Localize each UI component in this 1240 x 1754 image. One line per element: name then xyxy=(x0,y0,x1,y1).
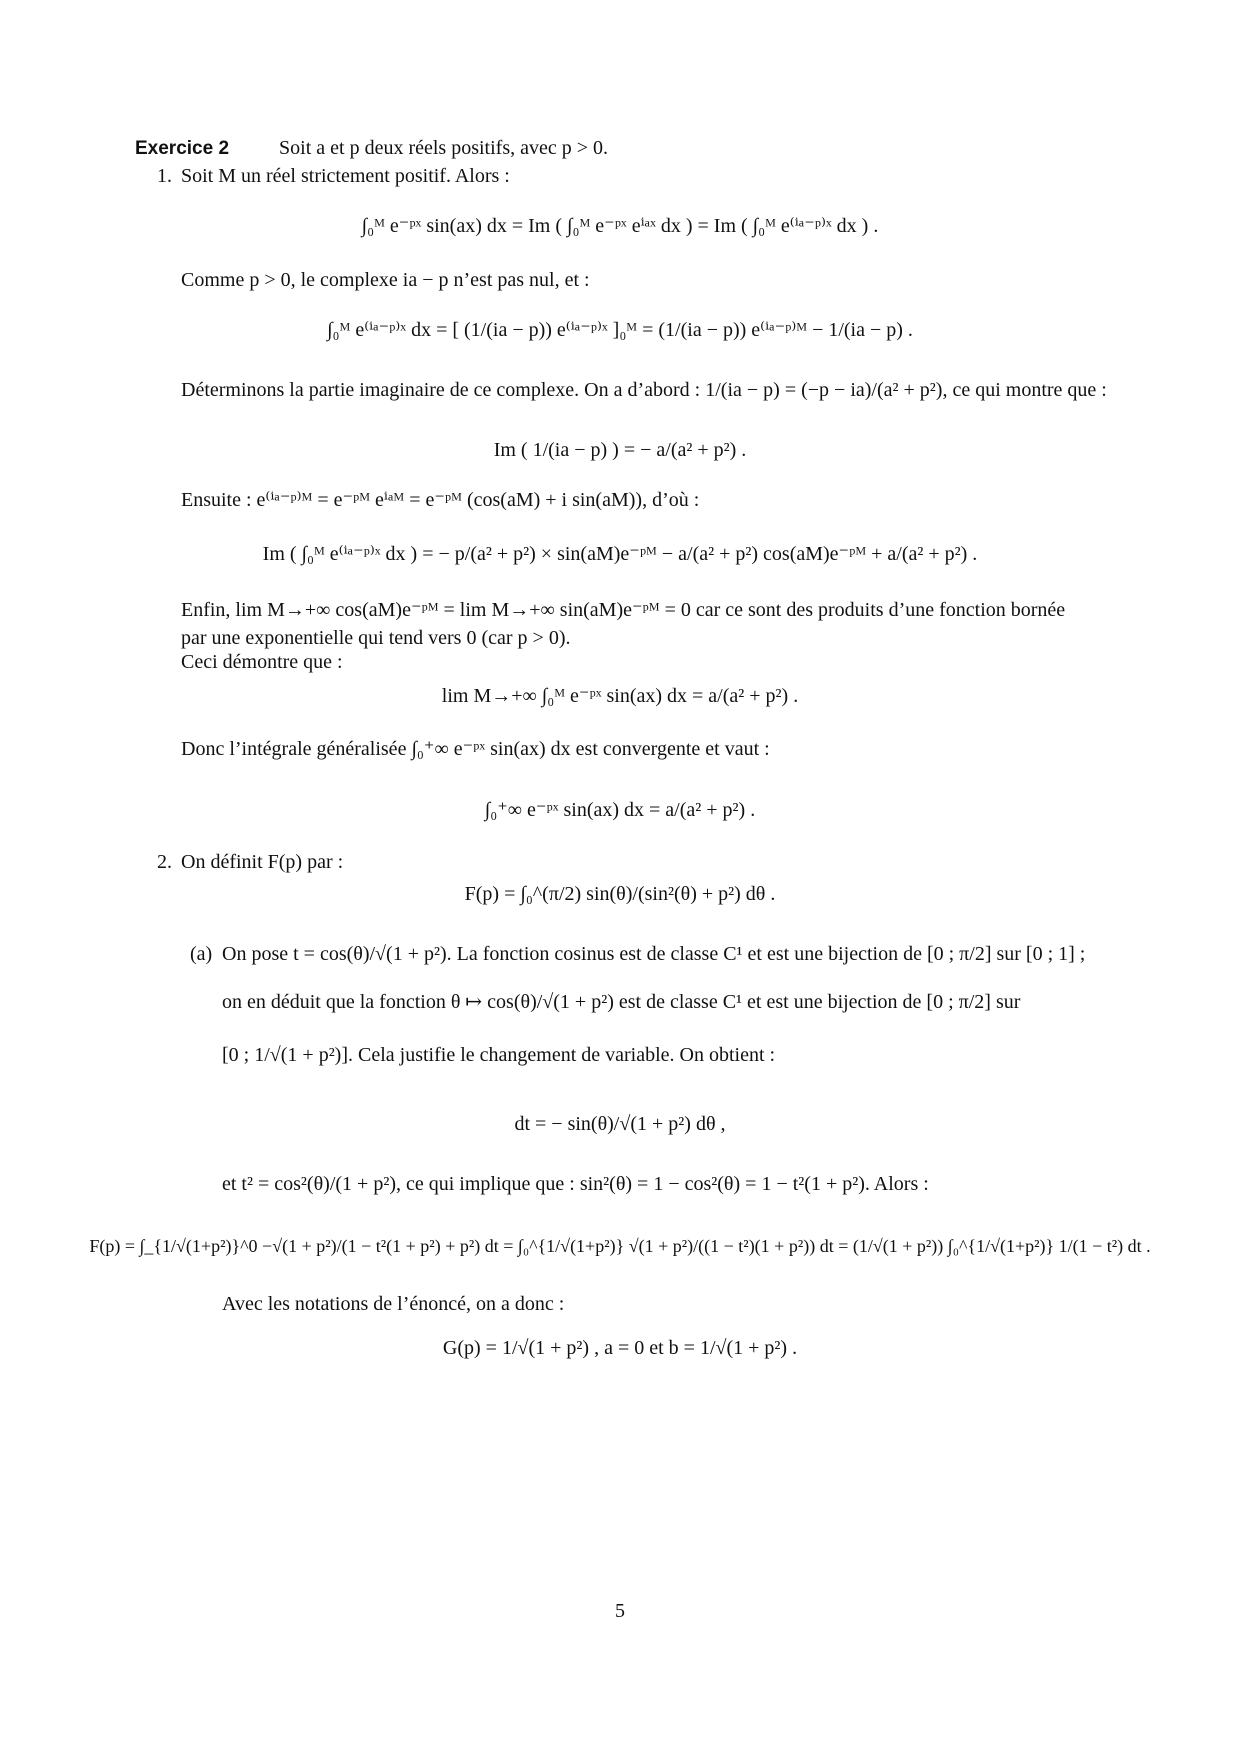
part1-label: 1. xyxy=(157,165,172,187)
part2a-line-3: [0 ; 1/√(1 + p²)]. Cela justifie le changement de variable. On obtient : xyxy=(222,1044,776,1066)
part2-equation-4: G(p) = 1/√(1 + p²) , a = 0 et b = 1/√(1 + p²) . xyxy=(442,1337,798,1359)
part1-line-2: Comme p > 0, le complexe ia − p n’est pas nul, et : xyxy=(181,269,590,291)
part1-line-3: Déterminons la partie imaginaire de ce complexe. On a d’abord : 1/(ia − p) = (−p − ia)/(a² + p²), ce qui montre que : xyxy=(181,379,1107,401)
part1-equation-4: Im ( ∫₀ᴹ e⁽ⁱᵃ⁻ᵖ⁾ˣ dx ) = − p/(a² + p²) × sin(aM)e⁻ᵖᴹ − a/(a² + p²) cos(aM)e⁻ᵖᴹ + a/(a² + p²) . xyxy=(262,543,978,565)
part1-line-1: Soit M un réel strictement positif. Alors : xyxy=(181,165,510,187)
part1-line-7: Ceci démontre que : xyxy=(181,651,343,673)
part2a-label: (a) xyxy=(190,943,213,965)
part2-label: 2. xyxy=(157,851,172,873)
part1-line-5: Enfin, lim M→+∞ cos(aM)e⁻ᵖᴹ = lim M→+∞ sin(aM)e⁻ᵖᴹ = 0 car ce sont des produits d’une fonction bornée xyxy=(181,599,1066,621)
part2-line-1: On définit F(p) par : xyxy=(181,851,344,873)
part2-equation-2: dt = − sin(θ)/√(1 + p²) dθ , xyxy=(514,1113,726,1135)
page-number: 5 xyxy=(615,1600,625,1622)
part2a-line-2: on en déduit que la fonction θ ↦ cos(θ)/√(1 + p²) est de classe C¹ et est une bijection de [0 ; π/2] sur xyxy=(222,991,1021,1013)
part2-equation-1: F(p) = ∫₀^(π/2) sin(θ)/(sin²(θ) + p²) dθ . xyxy=(464,883,776,905)
part1-equation-6: ∫₀⁺∞ e⁻ᵖˣ sin(ax) dx = a/(a² + p²) . xyxy=(484,799,756,821)
part2a-line-1: On pose t = cos(θ)/√(1 + p²). La fonction cosinus est de classe C¹ et est une bijection de [0 ; π/2] sur [0 ; 1] ; xyxy=(222,943,1086,965)
exercise-title: Exercice 2 xyxy=(135,138,230,159)
part1-equation-1: ∫₀ᴹ e⁻ᵖˣ sin(ax) dx = Im ( ∫₀ᴹ e⁻ᵖˣ eⁱᵃˣ dx ) = Im ( ∫₀ᴹ e⁽ⁱᵃ⁻ᵖ⁾ˣ dx ) . xyxy=(361,215,879,237)
part1-line-8: Donc l’intégrale généralisée ∫₀⁺∞ e⁻ᵖˣ sin(ax) dx est convergente et vaut : xyxy=(181,738,770,760)
part1-line-6: par une exponentielle qui tend vers 0 (car p > 0). xyxy=(181,627,571,649)
part1-equation-2: ∫₀ᴹ e⁽ⁱᵃ⁻ᵖ⁾ˣ dx = [ (1/(ia − p)) e⁽ⁱᵃ⁻ᵖ⁾ˣ ]₀ᴹ = (1/(ia − p)) e⁽ⁱᵃ⁻ᵖ⁾ᴹ − 1/(ia − p) . xyxy=(327,319,913,341)
part1-equation-5: lim M→+∞ ∫₀ᴹ e⁻ᵖˣ sin(ax) dx = a/(a² + p²) . xyxy=(441,685,799,707)
part2a-line-5: Avec les notations de l’énoncé, on a donc : xyxy=(222,1293,565,1315)
part2a-line-4: et t² = cos²(θ)/(1 + p²), ce qui implique que : sin²(θ) = 1 − cos²(θ) = 1 − t²(1 + p²). Alors : xyxy=(222,1173,929,1195)
part1-line-4: Ensuite : e⁽ⁱᵃ⁻ᵖ⁾ᴹ = e⁻ᵖᴹ eⁱᵃᴹ = e⁻ᵖᴹ (cos(aM) + i sin(aM)), d’où : xyxy=(181,489,700,511)
exercise-intro: Soit a et p deux réels positifs, avec p > 0. xyxy=(279,137,609,159)
exercise-heading xyxy=(135,136,608,161)
part2-equation-3: F(p) = ∫_{1/√(1+p²)}^0 −√(1 + p²)/(1 − t²(1 + p²) + p²) dt = ∫₀^{1/√(1+p²)} √(1 + p²)/((1 − t²)(1 + p²)) dt = (1/√(1 + p²)) ∫₀^{1/√(1+p²)} 1/(1 − t²) dt . xyxy=(89,1236,1151,1256)
part1-equation-3: Im ( 1/(ia − p) ) = − a/(a² + p²) . xyxy=(493,439,747,461)
